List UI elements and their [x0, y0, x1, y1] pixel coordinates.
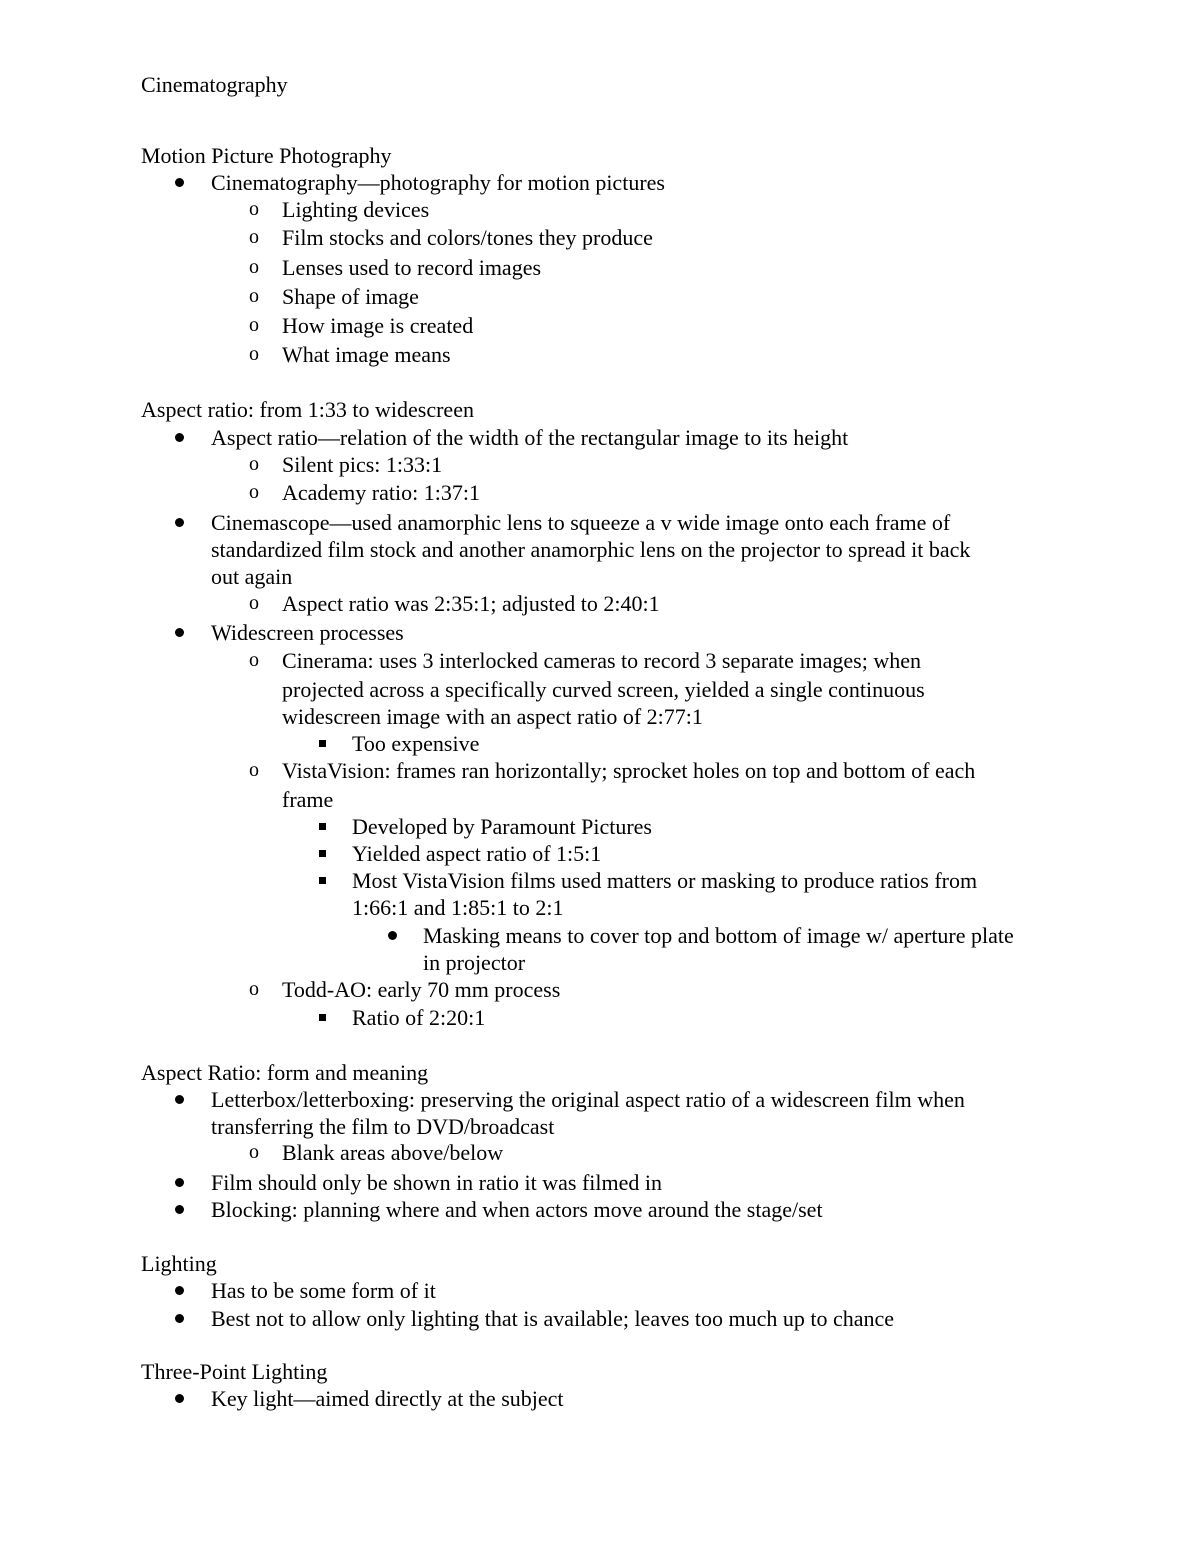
list-item-continuation: frame [282, 787, 334, 812]
list-item: Blocking: planning where and when actors move around the stage/set [211, 1197, 823, 1222]
list-item: VistaVision: frames ran horizontally; sprocket holes on top and bottom of each [282, 758, 976, 783]
bullet-dot-icon [175, 619, 184, 637]
bullet-square-icon [319, 730, 326, 747]
list-item: Has to be some form of it [211, 1278, 436, 1303]
list-item: Ratio of 2:20:1 [352, 1005, 486, 1030]
list-item: Developed by Paramount Pictures [352, 814, 652, 839]
list-item: Aspect ratio was 2:35:1; adjusted to 2:40:1 [282, 591, 660, 616]
section-heading: Aspect Ratio: form and meaning [141, 1060, 429, 1085]
bullet-circle-icon: o [249, 481, 259, 503]
bullet-circle-icon: o [249, 978, 259, 1000]
bullet-circle-icon: o [249, 759, 259, 781]
list-item: Shape of image [282, 284, 419, 309]
bullet-square-icon [319, 867, 326, 884]
bullet-circle-icon: o [249, 198, 259, 220]
list-item-continuation: widescreen image with an aspect ratio of 2:77:1 [282, 704, 703, 729]
list-item: Lighting devices [282, 197, 430, 222]
list-item: Aspect ratio—relation of the width of the rectangular image to its height [211, 425, 849, 450]
list-item: Yielded aspect ratio of 1:5:1 [352, 841, 602, 866]
bullet-dot-icon [175, 1086, 184, 1104]
bullet-dot-icon [175, 424, 184, 442]
list-item: What image means [282, 342, 451, 367]
bullet-square-icon [319, 1004, 326, 1021]
bullet-dot-icon [175, 1277, 184, 1295]
list-item: Letterbox/letterboxing: preserving the original aspect ratio of a widescreen film when [211, 1087, 965, 1112]
list-item: Best not to allow only lighting that is available; leaves too much up to chance [211, 1306, 895, 1331]
list-item: Widescreen processes [211, 620, 404, 645]
list-item: Film stocks and colors/tones they produce [282, 225, 653, 250]
list-item: Blank areas above/below [282, 1140, 504, 1165]
document-title: Cinematography [141, 72, 288, 97]
bullet-circle-icon: o [249, 649, 259, 671]
bullet-dot-icon [175, 1169, 184, 1187]
list-item: Cinerama: uses 3 interlocked cameras to record 3 separate images; when [282, 648, 921, 673]
list-item-continuation: out again [211, 564, 293, 589]
list-item: Lenses used to record images [282, 255, 542, 280]
section-heading: Three-Point Lighting [141, 1359, 328, 1384]
list-item-continuation: 1:66:1 and 1:85:1 to 2:1 [352, 895, 564, 920]
bullet-square-icon [319, 840, 326, 857]
bullet-circle-icon: o [249, 1141, 259, 1163]
bullet-circle-icon: o [249, 285, 259, 307]
list-item-continuation: in projector [423, 950, 526, 975]
section-heading: Aspect ratio: from 1:33 to widescreen [141, 397, 474, 422]
bullet-dot-icon [388, 922, 397, 940]
bullet-dot-icon [175, 1196, 184, 1214]
bullet-square-icon [319, 813, 326, 830]
list-item: Masking means to cover top and bottom of image w/ aperture plate [423, 923, 1014, 948]
bullet-circle-icon: o [249, 343, 259, 365]
list-item: How image is created [282, 313, 474, 338]
bullet-dot-icon [175, 169, 184, 187]
list-item: Too expensive [352, 731, 480, 756]
list-item: Cinematography—photography for motion pictures [211, 170, 665, 195]
list-item: Silent pics: 1:33:1 [282, 452, 443, 477]
bullet-circle-icon: o [249, 592, 259, 614]
section-heading: Lighting [141, 1251, 217, 1276]
list-item-continuation: projected across a specifically curved screen, yielded a single continuous [282, 677, 925, 702]
list-item: Key light—aimed directly at the subject [211, 1386, 564, 1411]
bullet-dot-icon [175, 1385, 184, 1403]
bullet-circle-icon: o [249, 314, 259, 336]
bullet-circle-icon: o [249, 256, 259, 278]
list-item: Todd-AO: early 70 mm process [282, 977, 561, 1002]
bullet-circle-icon: o [249, 226, 259, 248]
bullet-dot-icon [175, 1305, 184, 1323]
section-heading: Motion Picture Photography [141, 143, 392, 168]
bullet-dot-icon [175, 509, 184, 527]
list-item-continuation: standardized film stock and another anamorphic lens on the projector to spread it back [211, 537, 971, 562]
list-item: Film should only be shown in ratio it was filmed in [211, 1170, 662, 1195]
list-item: Most VistaVision films used matters or masking to produce ratios from [352, 868, 978, 893]
list-item: Cinemascope—used anamorphic lens to squeeze a v wide image onto each frame of [211, 510, 951, 535]
list-item-continuation: transferring the film to DVD/broadcast [211, 1114, 555, 1139]
list-item: Academy ratio: 1:37:1 [282, 480, 480, 505]
bullet-circle-icon: o [249, 453, 259, 475]
